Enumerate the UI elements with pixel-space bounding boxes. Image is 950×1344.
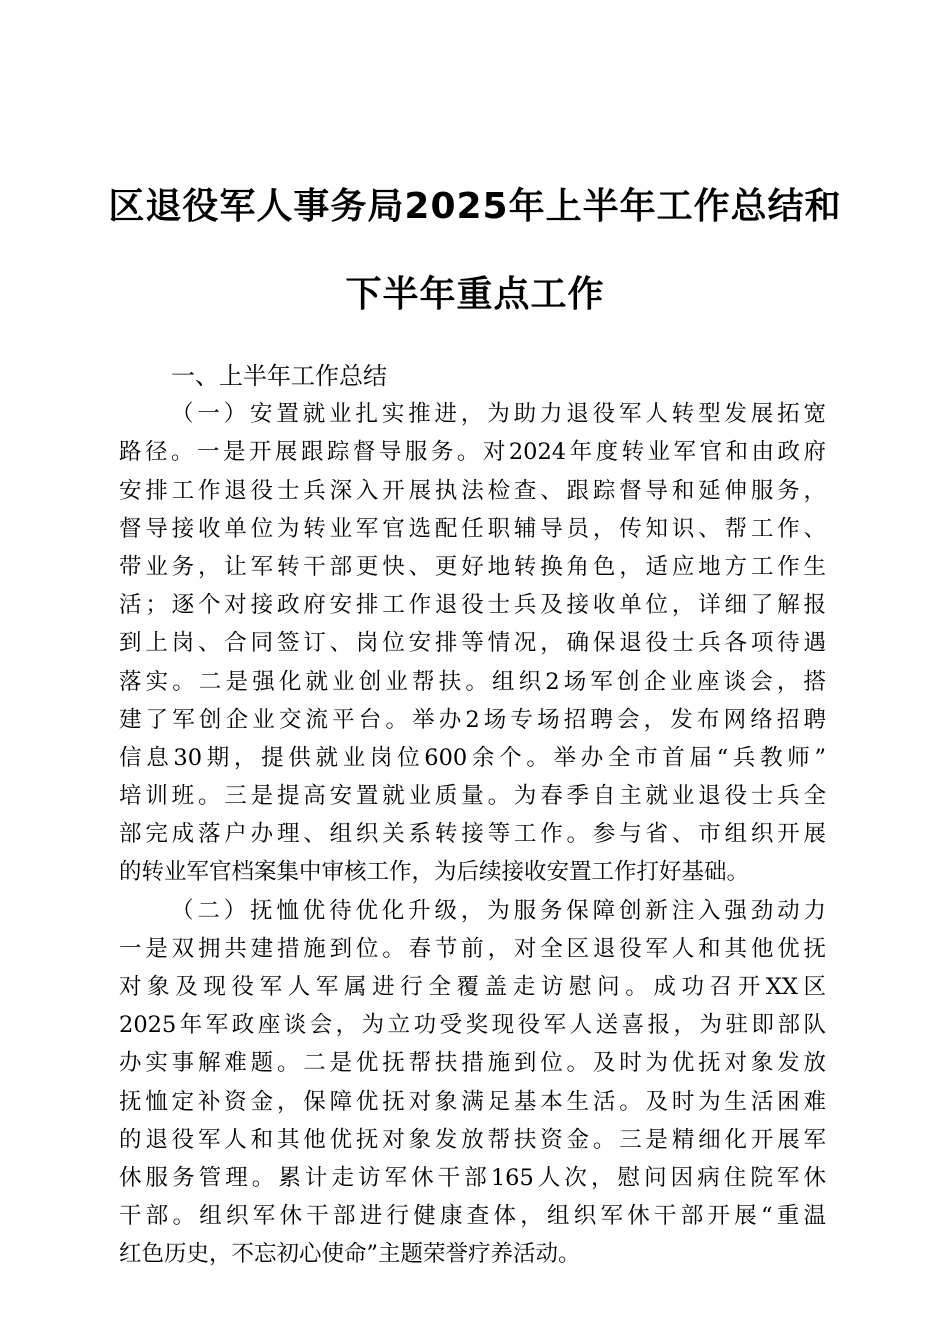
paragraph-line: 活；逐个对接政府安排工作退役士兵及接收单位，详细了解报 [119,592,826,619]
paragraph-line: 部完成落户办理、组织关系转接等工作。参与省、市组织开展 [119,821,826,848]
paragraph-line: 培训班。三是提高安置就业质量。为春季自主就业退役士兵全 [119,783,826,810]
paragraph-line: 的退役军人和其他优抚对象发放帮扶资金。三是精细化开展军 [119,1126,826,1153]
paragraph-line: （一）安置就业扎实推进，为助力退役军人转型发展拓宽 [171,401,826,428]
paragraph-line: （二）抚恤优待优化升级，为服务保障创新注入强劲动力 [171,897,826,924]
paragraph-line: 红色历史，不忘初心使命”主题荣誉疗养活动。 [119,1241,581,1268]
title-line-1: 区退役军人事务局2025年上半年工作总结和 [108,186,842,227]
paragraph-line: 的转业军官档案集中审核工作，为后续接收安置工作打好基础。 [119,859,750,886]
document-title [100,163,850,339]
paragraph-1 [119,395,826,891]
title-line-2: 下半年重点工作 [345,274,605,315]
paragraph-line: 干部。组织军休干部进行健康查体，组织军休干部开展“重温 [119,1203,826,1230]
paragraph-line: 带业务，让军转干部更快、更好地转换角色，适应地方工作生 [119,553,826,580]
paragraph-line: 休服务管理。累计走访军休干部165人次，慰问因病住院军休 [119,1164,826,1191]
paragraph-line: 信息30期，提供就业岗位600余个。举办全市首届“兵教师” [119,744,826,771]
paragraph-line: 安排工作退役士兵深入开展执法检查、跟踪督导和延伸服务， [119,477,826,504]
paragraph-line: 到上岗、合同签订、岗位安排等情况，确保退役士兵各项待遇 [119,630,826,657]
paragraph-line: 建了军创企业交流平台。举办2场专场招聘会，发布网络招聘 [119,706,826,733]
paragraph-line: 路径。一是开展跟踪督导服务。对2024年度转业军官和由政府 [119,439,826,466]
paragraph-2 [119,892,826,1274]
document-body [119,357,826,1274]
section-heading: 一、上半年工作总结 [171,362,387,390]
paragraph-line: 一是双拥共建措施到位。春节前，对全区退役军人和其他优抚 [119,935,826,962]
paragraph-line: 办实事解难题。二是优抚帮扶措施到位。及时为优抚对象发放 [119,1050,826,1077]
paragraph-line: 督导接收单位为转业军官选配任职辅导员，传知识、帮工作、 [119,515,826,542]
paragraph-line: 抚恤定补资金，保障优抚对象满足基本生活。及时为生活困难 [119,1088,826,1115]
paragraph-line: 落实。二是强化就业创业帮扶。组织2场军创企业座谈会，搭 [119,668,826,695]
paragraph-line: 2025年军政座谈会，为立功受奖现役军人送喜报，为驻即部队 [119,1012,826,1039]
paragraph-line: 对象及现役军人军属进行全覆盖走访慰问。成功召开XX区 [119,974,826,1000]
